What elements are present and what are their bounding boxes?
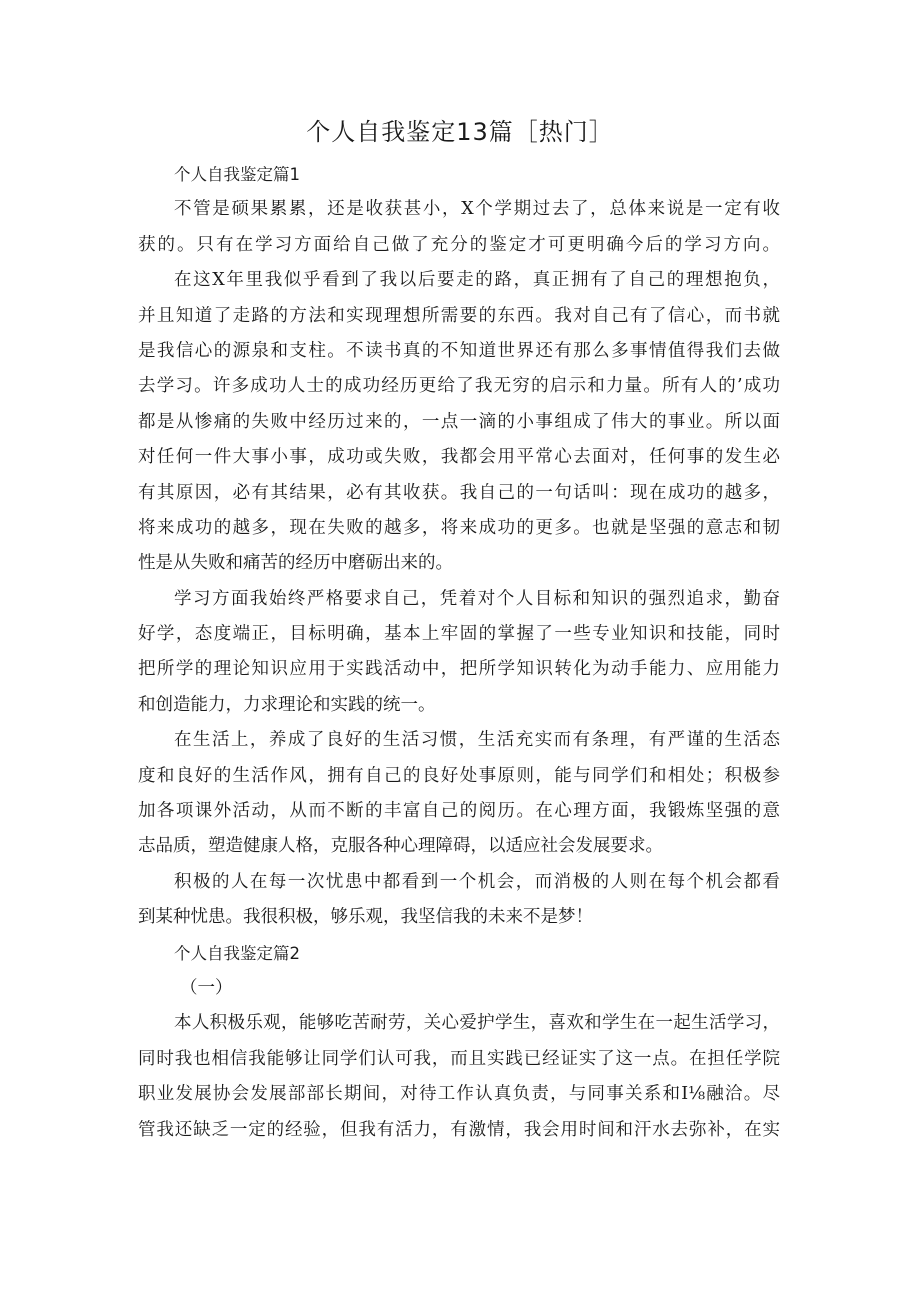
- section-heading: 个人自我鉴定篇1: [174, 165, 300, 184]
- paragraph-line: 度和良好的生活作风，拥有自己的良好处事原则，能与同学们和相处；积极参: [138, 765, 780, 786]
- section-heading: 个人自我鉴定篇2: [174, 943, 300, 963]
- paragraph-line: 本人积极乐观，能够吃苦耐劳，关心爱护学生，喜欢和学生在一起生活学习，: [174, 1013, 780, 1034]
- paragraph-line: 去学习。许多成功人士的成功经历更给了我无穷的启示和力量。所有人的’成功: [138, 376, 780, 397]
- paragraph-line: 对任何一件大事小事，成功或失败，我都会用平常心去面对，任何事的发生必: [138, 447, 780, 468]
- paragraph-line: 都是从惨痛的失败中经历过来的，一点一滴的小事组成了伟大的事业。所以面: [138, 411, 780, 432]
- paragraph-line: 志品质，塑造健康人格，克服各种心理障碍，以适应社会发展要求。: [138, 836, 663, 857]
- paragraph-line: 管我还缺乏一定的经验，但我有活力，有激情，我会用时间和汗水去弥补，在实: [138, 1119, 780, 1140]
- paragraph-line: 和创造能力，力求理论和实践的统一。: [138, 694, 436, 715]
- paragraph-line: 职业发展协会发展部部长期间，对待工作认真负责，与同事关系和I⅛融洽。尽: [138, 1084, 780, 1105]
- paragraph-line: 到某种忧患。我很积极，够乐观，我坚信我的未来不是梦！: [138, 907, 593, 928]
- document-body: [138, 157, 780, 1148]
- subsection-marker: （一）: [180, 977, 233, 998]
- paragraph-line: 不管是硕果累累，还是收获甚小，X个学期过去了，总体来说是一定有收: [174, 199, 780, 220]
- paragraph-line: 把所学的理论知识应用于实践活动中，把所学知识转化为动手能力、应用能力: [138, 659, 780, 680]
- paragraph-line: 同时我也相信我能够让同学们认可我，而且实践已经证实了这一点。在担任学院: [138, 1048, 780, 1069]
- paragraph-line: 是我信心的源泉和支柱。不读书真的不知道世界还有那么多事情值得我们去做: [138, 340, 780, 361]
- paragraph-line: 性是从失败和痛苦的经历中磨砺出来的。: [138, 553, 453, 574]
- paragraph-line: 积极的人在每一次忧患中都看到一个机会，而消极的人则在每个机会都看: [174, 871, 780, 892]
- paragraph-line: 加各项课外活动，从而不断的丰富自己的阅历。在心理方面，我锻炼坚强的意: [138, 801, 780, 822]
- paragraph-line: 在生活上，养成了良好的生活习惯，生活充实而有条理，有严谨的生活态: [174, 730, 780, 751]
- paragraph-line: 将来成功的越多，现在失败的越多，将来成功的更多。也就是坚强的意志和韧: [138, 517, 780, 538]
- paragraph-line: 获的。只有在学习方面给自己做了充分的鉴定才可更明确今后的学习方向。: [138, 234, 780, 255]
- document-title: 个人自我鉴定13篇［热门］: [306, 118, 614, 146]
- paragraph-line: 学习方面我始终严格要求自己，凭着对个人目标和知识的强烈追求，勤奋: [174, 588, 780, 609]
- paragraph-line: 好学，态度端正，目标明确，基本上牢固的掌握了一些专业知识和技能，同时: [138, 624, 780, 645]
- paragraph-line: 在这X年里我似乎看到了我以后要走的路，真正拥有了自己的理想抱负，: [174, 270, 780, 291]
- paragraph-line: 有其原因，必有其结果，必有其收获。我自己的一句话叫：现在成功的越多，: [138, 482, 780, 503]
- paragraph-line: 并且知道了走路的方法和实现理想所需要的东西。我对自己有了信心，而书就: [138, 305, 780, 326]
